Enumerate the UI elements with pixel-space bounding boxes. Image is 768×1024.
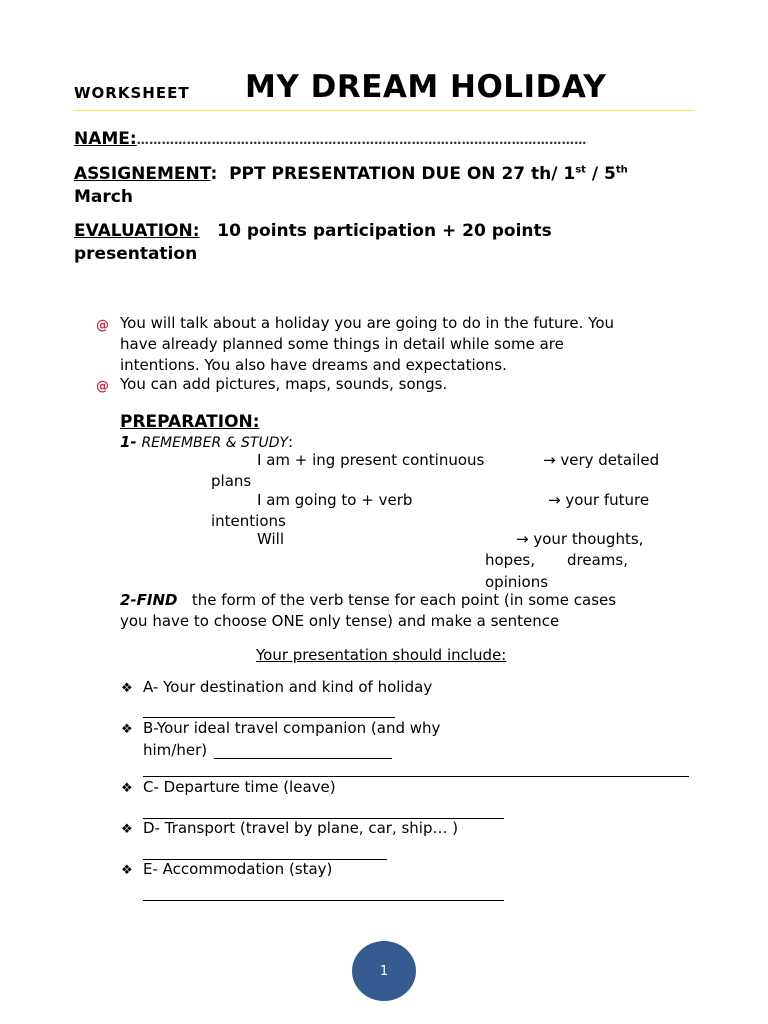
diamond-bullet-icon: ❖ <box>121 822 133 837</box>
intro-paragraph: You will talk about a holiday you are going to do in the future. You have already planned some things in detail while some are intentions. You also have dreams and expectations. <box>120 314 615 374</box>
evaluation-line <box>74 221 552 241</box>
step1-heading: 1- REMEMBER & STUDY: <box>120 433 294 451</box>
assignment-line: ASSIGNEMENT: PPT PRESENTATION DUE ON 27 th/ 1st / 5th <box>74 164 628 184</box>
step2-label: 2-FIND <box>120 591 178 609</box>
intro-bullet-2: You can add pictures, maps, sounds, songs. <box>120 375 448 393</box>
name-label: NAME: <box>74 129 137 149</box>
name-field <box>74 129 587 149</box>
assignment-line2: March <box>74 187 133 207</box>
arrow-right-icon: → <box>543 451 556 469</box>
at-bullet-icon: @ <box>96 379 109 394</box>
tense-wrap-3c: opinions <box>485 573 549 591</box>
arrow-right-icon: → <box>548 491 561 509</box>
tense-wrap-2: intentions <box>211 512 286 530</box>
item-a: A- Your destination and kind of holiday <box>143 678 433 696</box>
preparation-heading: PREPARATION: <box>120 412 260 432</box>
step2-line2: you have to choose ONE only tense) and make a sentence <box>120 612 560 630</box>
tense-form-2: I am going to + verb <box>257 491 413 509</box>
tense-wrap-3a: hopes, <box>485 551 536 569</box>
step2-line: 2-FIND the form of the verb tense for each point (in some cases <box>120 591 617 609</box>
answer-line <box>143 776 689 777</box>
name-dots: ……………………………………………………………………………………………… <box>136 133 587 147</box>
diamond-bullet-icon: ❖ <box>121 681 133 696</box>
tense-form-1: I am + ing present continuous <box>257 451 485 469</box>
tense-use-3: → your thoughts, <box>516 530 644 548</box>
assignment-text: PPT PRESENTATION DUE ON 27 th/ 1 <box>229 164 576 184</box>
assignment-label: ASSIGNEMENT <box>74 164 211 184</box>
answer-line <box>214 758 392 759</box>
header-divider <box>74 110 694 111</box>
evaluation-label: EVALUATION: <box>74 221 200 241</box>
answer-line <box>143 900 504 901</box>
at-bullet-icon: @ <box>96 318 109 333</box>
worksheet-label: WORKSHEET <box>74 84 190 102</box>
tense-use-2: → your future <box>548 491 650 509</box>
evaluation-text: 10 points participation + 20 points <box>217 221 552 241</box>
page-number-badge: 1 <box>352 941 416 1001</box>
arrow-right-icon: → <box>516 530 529 548</box>
diamond-bullet-icon: ❖ <box>121 781 133 796</box>
diamond-bullet-icon: ❖ <box>121 722 133 737</box>
item-d: D- Transport (travel by plane, car, ship… ) <box>143 819 459 837</box>
evaluation-line2: presentation <box>74 244 198 264</box>
presentation-heading: Your presentation should include: <box>256 646 507 664</box>
item-b-line2: him/her) <box>143 741 208 759</box>
answer-line <box>143 717 395 718</box>
item-e: E- Accommodation (stay) <box>143 860 333 878</box>
item-b: B-Your ideal travel companion (and why <box>143 719 441 737</box>
page-title: MY DREAM HOLIDAY <box>245 69 607 105</box>
item-c: C- Departure time (leave) <box>143 778 336 796</box>
tense-wrap-3b: dreams, <box>567 551 628 569</box>
tense-form-3: Will <box>257 530 285 548</box>
diamond-bullet-icon: ❖ <box>121 863 133 878</box>
tense-wrap-1: plans <box>211 472 252 490</box>
tense-use-1: → very detailed <box>543 451 660 469</box>
